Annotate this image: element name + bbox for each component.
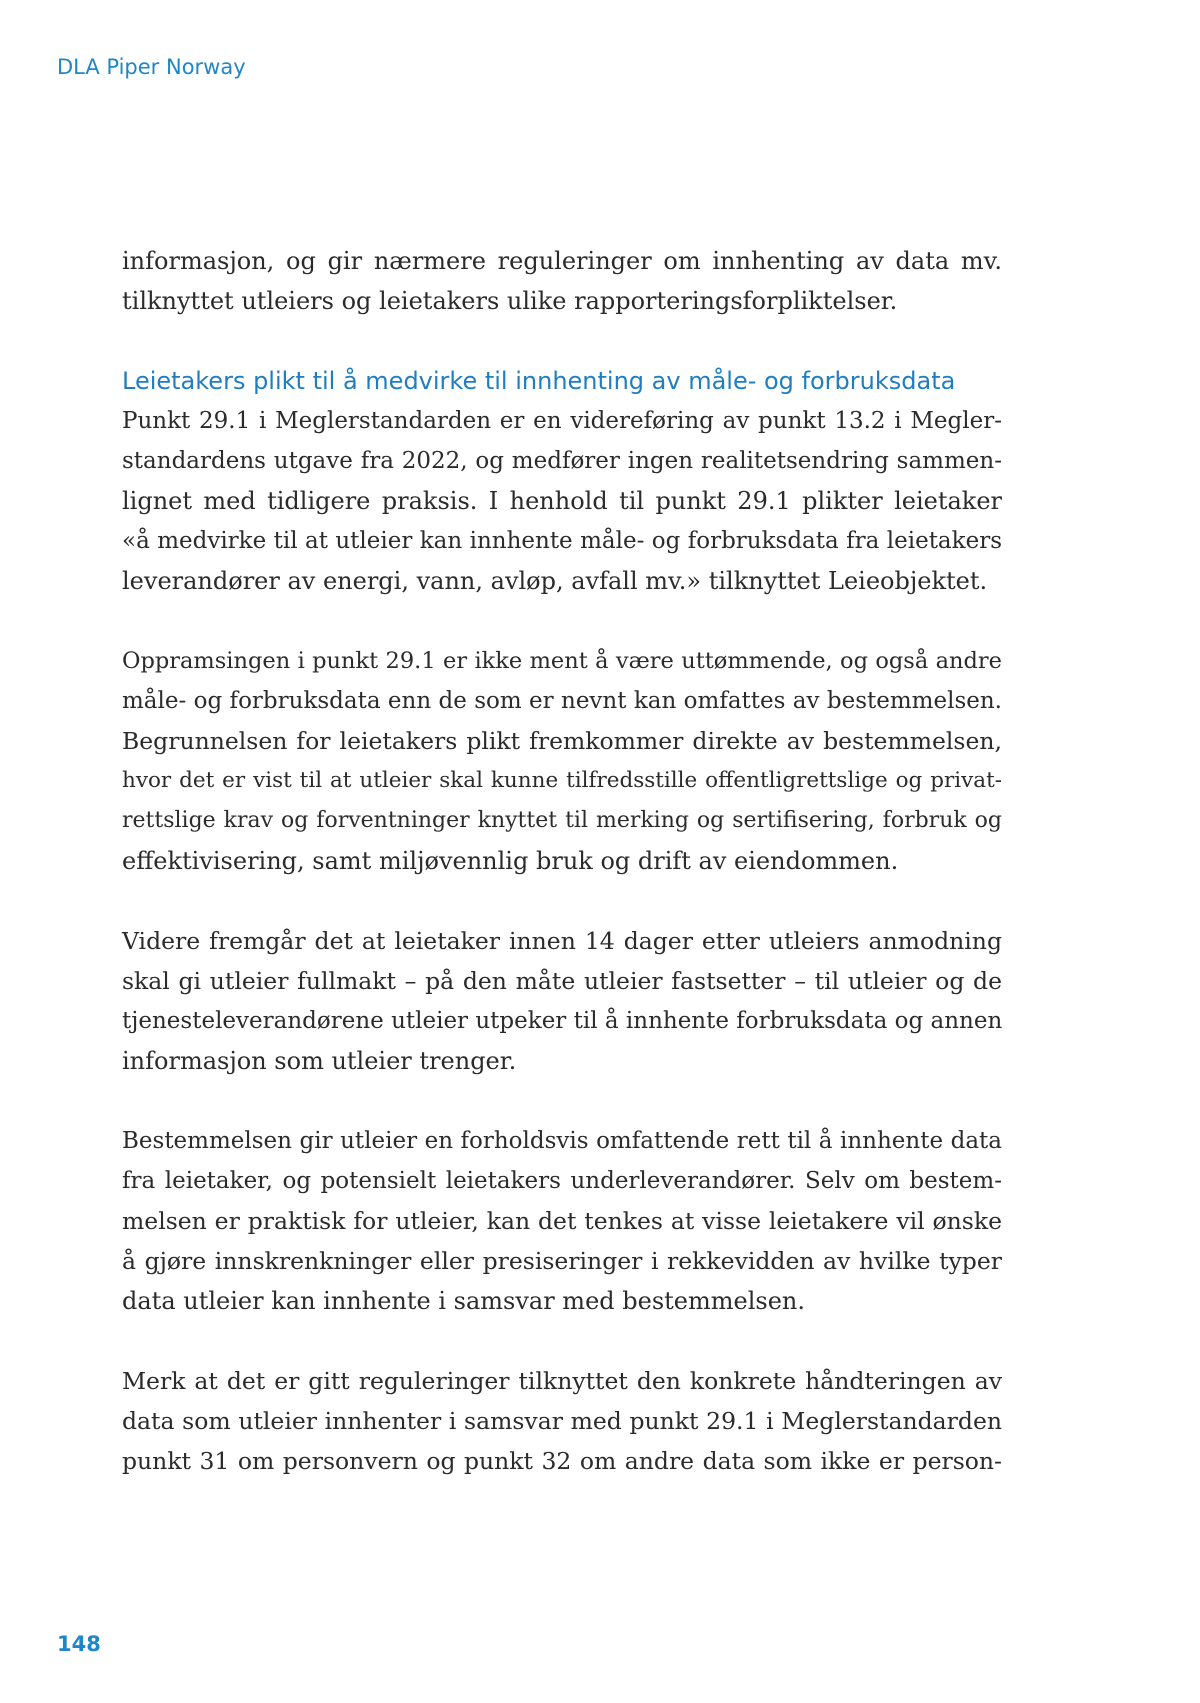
text-line: å gjøre innskrenkninger eller presiseringer i rekkevidden av hvilke typer: [122, 1247, 1002, 1275]
text-line: Punkt 29.1 i Meglerstandarden er en videreføring av punkt 13.2 i Megler-: [122, 408, 1002, 434]
text-line: Bestemmelsen gir utleier en forholdsvis omfattende rett til å innhente data: [122, 1128, 1002, 1154]
text-line: punkt 31 om personvern og punkt 32 om andre data som ikke er person-: [122, 1447, 1002, 1475]
text-line: tilknyttet utleiers og leietakers ulike rapporteringsforpliktelser.: [122, 287, 898, 315]
text-line: standardens utgave fra 2022, og medfører ingen realitetsendring sammen-: [122, 448, 1002, 474]
text-line: data utleier kan innhente i samsvar med bestemmelsen.: [122, 1287, 805, 1315]
text-line: effektivisering, samt miljøvennlig bruk og drift av eiendommen.: [122, 847, 899, 875]
section-heading: Leietakers plikt til å medvirke til innhenting av måle- og forbruksdata: [122, 367, 956, 395]
text-line: data som utleier innhenter i samsvar med punkt 29.1 i Meglerstandarden: [122, 1407, 1002, 1435]
text-line: rettslige krav og forventninger knyttet til merking og sertifisering, forbruk og: [122, 808, 1002, 833]
text-line: Begrunnelsen for leietakers plikt fremkommer direkte av bestemmelsen,: [122, 727, 1002, 755]
paragraph: [122, 1361, 1002, 1481]
text-line: lignet med tidligere praksis. I henhold til punkt 29.1 plikter leietaker: [122, 487, 1002, 515]
paragraph: [122, 1121, 1002, 1321]
text-line: hvor det er vist til at utleier skal kunne tilfredsstille offentligrettslige og privat-: [122, 768, 1002, 793]
text-line: «å medvirke til at utleier kan innhente måle- og forbruksdata fra leietakers: [122, 528, 1002, 554]
section: [122, 361, 1002, 601]
text-line: melsen er praktisk for utleier, kan det tenkes at visse leietakere vil ønske: [122, 1207, 1002, 1235]
text-line: måle- og forbruksdata enn de som er nevnt kan omfattes av bestemmelsen.: [122, 688, 1002, 714]
text-line: informasjon, og gir nærmere reguleringer om innhenting av data mv.: [122, 247, 1002, 275]
text-line: skal gi utleier fullmakt – på den måte utleier fastsetter – til utleier og de: [122, 967, 1002, 995]
text-line: informasjon som utleier trenger.: [122, 1047, 517, 1075]
paragraph: [122, 241, 1002, 321]
text-line: fra leietaker, og potensielt leietakers underleverandører. Selv om bestem-: [122, 1168, 1002, 1194]
text-line: Merk at det er gitt reguleringer tilknyttet den konkrete håndteringen av: [122, 1367, 1002, 1395]
paragraph: [122, 921, 1002, 1081]
text-line: Oppramsingen i punkt 29.1 er ikke ment å være uttømmende, og også andre: [122, 648, 1002, 674]
paragraph: [122, 641, 1002, 881]
text-line: tjenesteleverandørene utleier utpeker til å innhente forbruksdata og annen: [122, 1008, 1003, 1034]
text-line: Videre fremgår det at leietaker innen 14 dager etter utleiers anmodning: [122, 927, 1002, 955]
running-header: DLA Piper Norway: [57, 55, 246, 79]
page-number: 148: [57, 1632, 101, 1656]
text-line: leverandører av energi, vann, avløp, avfall mv.» tilknyttet Leieobjektet.: [122, 567, 988, 595]
body-text: [122, 241, 1002, 1481]
